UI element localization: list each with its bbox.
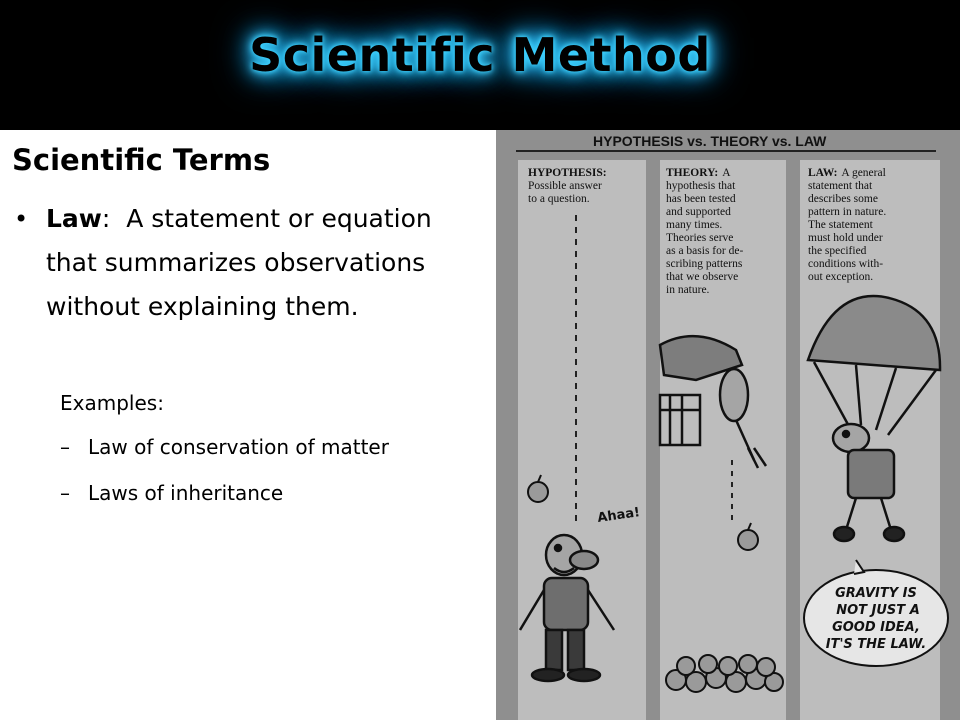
exclamation-text: Ahaa! xyxy=(596,505,641,526)
theory-line: hypothesis that xyxy=(666,180,736,192)
theory-term: THEORY: xyxy=(666,167,719,179)
law-line: describes some xyxy=(808,193,878,205)
theory-line: and supported xyxy=(666,206,731,218)
sub-item-text: Law of conservation of matter xyxy=(88,435,389,459)
law-line: must hold under xyxy=(808,232,883,244)
theory-line: many times. xyxy=(666,219,723,231)
theory-line: Theories serve xyxy=(666,232,734,244)
term-separator: : xyxy=(101,204,127,233)
bullet-text xyxy=(46,197,486,329)
law-line: the specified xyxy=(808,245,867,257)
theory-line: has been tested xyxy=(666,193,736,205)
speech-line: IT'S THE LAW. xyxy=(825,637,927,652)
law-line: statement that xyxy=(808,180,873,192)
svg-text:LAW:A general xyxy=(808,167,886,179)
law-line: A general xyxy=(841,167,886,179)
hypothesis-line: to a question. xyxy=(528,193,590,205)
theory-line: that we observe xyxy=(666,271,739,283)
theory-line: scribing patterns xyxy=(666,258,743,270)
svg-text:THEORY:A xyxy=(666,167,731,179)
sub-item-text: Laws of inheritance xyxy=(88,481,284,505)
theory-line: in nature. xyxy=(666,284,710,296)
speech-line: NOT JUST A xyxy=(836,603,920,618)
law-line: conditions with- xyxy=(808,258,884,270)
law-line: out exception. xyxy=(808,271,874,283)
cartoon-header: HYPOTHESIS vs. THEORY vs. LAW xyxy=(593,133,827,149)
column-theory xyxy=(660,160,786,720)
speech-line: GOOD IDEA, xyxy=(832,620,920,635)
theory-line: as a basis for de- xyxy=(666,245,744,257)
theory-line: A xyxy=(722,167,731,179)
svg-text:HYPOTHESIS: xyxy=(528,167,607,179)
term-definition: A statement or equation that summarizes observations without explaining them. xyxy=(46,204,432,321)
hypothesis-line: Possible answer xyxy=(528,180,602,192)
hypothesis-term: HYPOTHESIS: xyxy=(528,167,607,179)
law-line: The statement xyxy=(808,219,873,231)
examples-label: Examples: xyxy=(60,391,164,415)
law-term: LAW: xyxy=(808,167,838,179)
section-heading: Scientific Terms xyxy=(12,143,271,177)
text-content xyxy=(12,140,492,505)
cartoon-illustration xyxy=(496,130,960,720)
speech-line: GRAVITY IS xyxy=(835,586,917,601)
title-bar xyxy=(0,0,960,130)
law-line: pattern in nature. xyxy=(808,206,887,218)
slide-title: Scientific Method xyxy=(249,28,711,82)
sub-item-inheritance: – Laws of inheritance xyxy=(60,481,284,505)
bullet-marker: • xyxy=(14,205,29,233)
cartoon-svg xyxy=(496,130,960,720)
sub-item-conservation: – Law of conservation of matter xyxy=(60,435,389,459)
term-law: Law xyxy=(46,204,102,233)
